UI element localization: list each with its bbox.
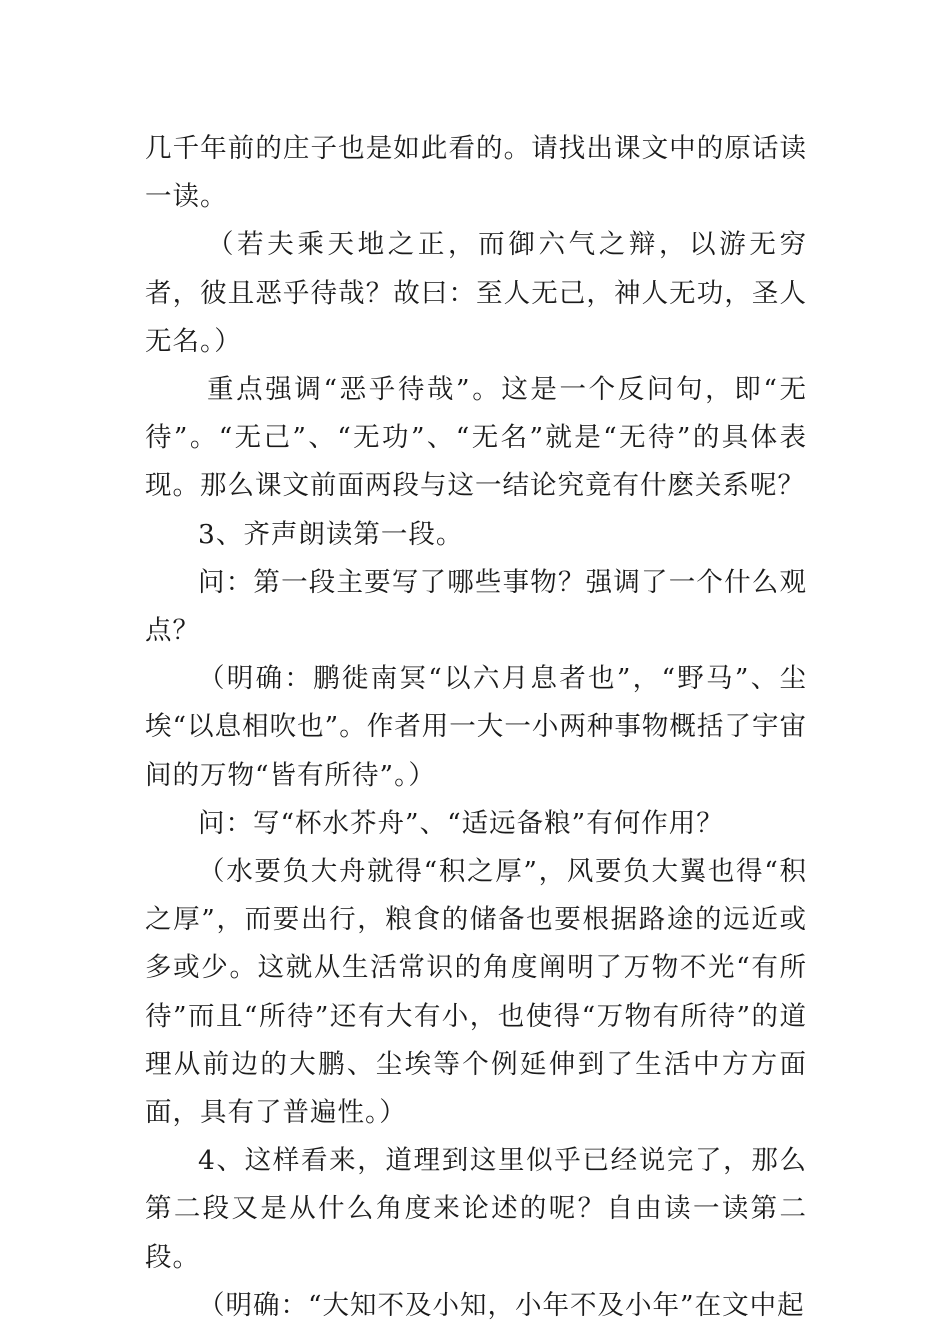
paragraph-3: 重点强调“恶乎待哉”。这是一个反问句，即“无待”。“无己”、“无功”、“无名”就是“无待”的具体表现。那么课文前面两段与这一结论究竟有什麽关系呢？	[145, 374, 807, 502]
paragraph-4: 3、齐声朗读第一段。	[198, 518, 464, 550]
paragraph-9: 4、这样看来，道理到这里似乎已经说完了，那么第二段又是从什么角度来论述的呢？自由读一读第二段。	[145, 1145, 807, 1273]
document-body	[145, 125, 807, 1330]
paragraph-2: （若夫乘天地之正，而御六气之辩，以游无穷者，彼且恶乎待哉？故曰：至人无己，神人无功，圣人无名。）	[145, 229, 807, 357]
paragraph-8: （水要负大舟就得“积之厚”，风要负大翼也得“积之厚”，而要出行，粮食的储备也要根据路途的远近或多或少。这就从生活常识的角度阐明了万物不光“有所待”而且“所待”还有大有小，也使得“万物有所待”的道理从前边的大鹏、尘埃等个例延伸到了生活中方方面面，具有了普遍性。）	[145, 856, 807, 1129]
paragraph-5: 问：第一段主要写了哪些事物？强调了一个什么观点？	[145, 566, 807, 647]
paragraph-1: 几千年前的庄子也是如此看的。请找出课文中的原话读一读。	[145, 133, 807, 213]
paragraph-7: 问：写“杯水芥舟”、“适远备粮”有何作用？	[198, 807, 724, 839]
paragraph-10: （明确：“大知不及小知，小年不及小年”在文中起	[198, 1289, 805, 1321]
paragraph-6: （明确：鹏徙南冥“以六月息者也”，“野马”、尘埃“以息相吹也”。作者用一大一小两种事物概括了宇宙间的万物“皆有所待”。）	[145, 663, 807, 791]
